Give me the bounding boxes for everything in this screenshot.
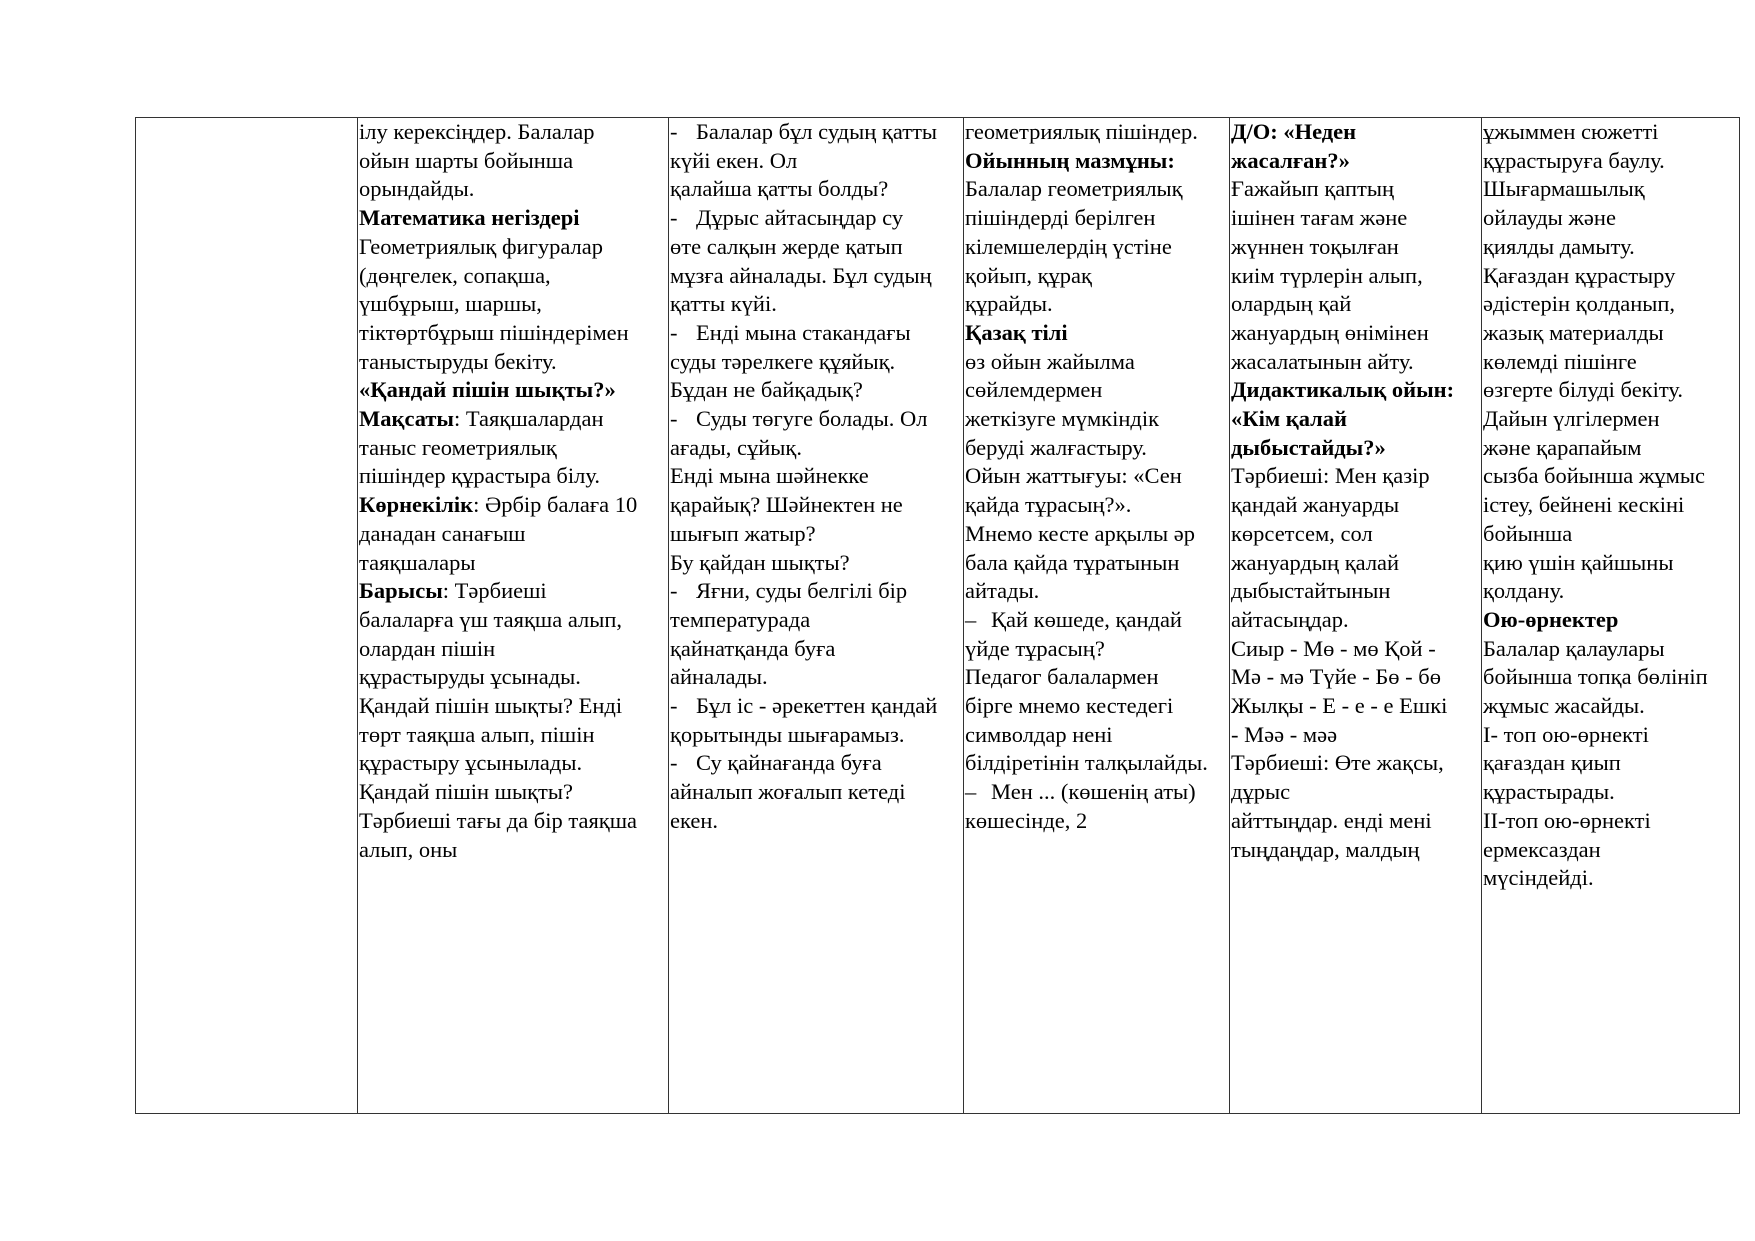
dash-marker: – xyxy=(965,606,977,632)
text-line xyxy=(1483,864,1739,893)
text-line xyxy=(965,549,1229,578)
lesson-plan-table xyxy=(135,117,1740,1114)
body-text: тыңдаңдар, малдың xyxy=(1231,836,1420,862)
body-text: сызба бойынша жұмыс xyxy=(1483,463,1706,489)
body-text: айналады. xyxy=(670,664,768,690)
body-text: және қарапайым xyxy=(1483,434,1642,460)
body-text: Су қайнағанда буға xyxy=(696,750,882,776)
dash-marker: - xyxy=(670,319,678,345)
heading-text: дыбыстайды?» xyxy=(1231,434,1386,460)
text-line xyxy=(359,319,668,348)
text-line xyxy=(1483,262,1739,291)
text-line xyxy=(1231,233,1481,262)
text-line xyxy=(965,491,1229,520)
text-line xyxy=(670,635,963,664)
body-text: Сиыр - Мө - мө Қой - xyxy=(1231,635,1436,661)
body-text: құрастыруды ұсынады. xyxy=(359,664,581,690)
text-line xyxy=(670,434,963,463)
text-line xyxy=(359,807,668,836)
body-text: Ғажайып қаптың xyxy=(1231,176,1395,202)
table-cell-col-3 xyxy=(669,118,964,1114)
text-line xyxy=(670,721,963,750)
text-line xyxy=(1231,147,1481,176)
text-line xyxy=(359,491,668,520)
heading-text: Д/О: «Неден xyxy=(1231,119,1357,144)
text-line xyxy=(670,405,963,434)
body-text: үйде тұрасың? xyxy=(965,635,1105,661)
text-line xyxy=(359,204,668,233)
body-text: көлемді пішінге xyxy=(1483,348,1637,374)
text-line xyxy=(1231,836,1481,865)
text-line xyxy=(359,635,668,664)
text-line xyxy=(1231,319,1481,348)
body-text: жануардың қалай xyxy=(1231,549,1400,575)
text-line xyxy=(1231,721,1481,750)
text-line xyxy=(965,606,1229,635)
text-line xyxy=(359,749,668,778)
body-text: Мен ... (көшенің аты) xyxy=(991,779,1196,805)
text-line xyxy=(1231,175,1481,204)
text-line xyxy=(359,663,668,692)
body-text: қию үшін қайшыны xyxy=(1483,549,1674,575)
body-text: Бұл іс - әрекеттен қандай xyxy=(696,693,938,719)
body-text: : Әрбір балаға 10 xyxy=(473,492,638,518)
body-text: құрайды. xyxy=(965,291,1053,317)
body-text: Балалар геометриялық xyxy=(965,176,1183,202)
body-text: құрастырады. xyxy=(1483,779,1615,805)
text-line xyxy=(1483,204,1739,233)
text-line xyxy=(1231,290,1481,319)
text-line xyxy=(670,491,963,520)
text-line xyxy=(965,577,1229,606)
body-text: Қағаздан құрастыру xyxy=(1483,262,1676,288)
body-text: : Таяқшалардан xyxy=(454,406,604,432)
text-line xyxy=(670,376,963,405)
text-line xyxy=(965,233,1229,262)
body-text: айтасыңдар. xyxy=(1231,606,1349,632)
body-text: Бұдан не байқадық? xyxy=(670,377,863,403)
body-text: қайнатқанда буға xyxy=(670,635,836,661)
body-text: Педагог балалармен xyxy=(965,664,1159,690)
text-line xyxy=(1483,491,1739,520)
body-text: шығып жатыр? xyxy=(670,520,816,546)
body-text: ойлауды және xyxy=(1483,205,1616,231)
text-line xyxy=(1231,778,1481,807)
text-line xyxy=(965,778,1229,807)
body-text: Енді мына шәйнекке xyxy=(670,463,869,489)
dash-marker: - xyxy=(670,693,678,719)
text-line xyxy=(965,319,1229,348)
text-line xyxy=(670,663,963,692)
body-text: орындайды. xyxy=(359,176,475,202)
body-text: қайда тұрасың?». xyxy=(965,492,1132,518)
body-text: дыбыстайтынын xyxy=(1231,578,1391,604)
text-line xyxy=(359,462,668,491)
body-text: Бу қайдан шықты? xyxy=(670,549,850,575)
text-line xyxy=(1483,147,1739,176)
text-line xyxy=(1231,520,1481,549)
text-line xyxy=(1231,434,1481,463)
text-line xyxy=(965,721,1229,750)
text-line xyxy=(965,175,1229,204)
text-line xyxy=(1231,549,1481,578)
body-text: жұмыс жасайды. xyxy=(1483,693,1645,719)
body-text: қатты күйі. xyxy=(670,291,777,317)
body-text: ішінен тағам және xyxy=(1231,205,1408,231)
body-text: символдар нені xyxy=(965,721,1113,747)
body-text: жеткізуге мүмкіндік xyxy=(965,406,1160,432)
body-text: өз ойын жайылма xyxy=(965,348,1135,374)
heading-text: «Қандай пішін шықты?» xyxy=(359,377,616,403)
body-text: ұжыммен сюжетті xyxy=(1483,119,1659,144)
text-line xyxy=(359,577,668,606)
heading-text: Ойынның мазмұны: xyxy=(965,147,1175,173)
body-text: үшбұрыш, шаршы, xyxy=(359,291,542,317)
body-text: бала қайда тұратынын xyxy=(965,549,1180,575)
text-line xyxy=(670,520,963,549)
text-line xyxy=(1483,290,1739,319)
text-line xyxy=(359,147,668,176)
text-line xyxy=(670,348,963,377)
body-text: пішіндер құрастыра білу. xyxy=(359,463,600,489)
body-text: Қандай пішін шықты? Енді xyxy=(359,693,623,719)
heading-text: жасалған?» xyxy=(1231,147,1350,173)
text-line xyxy=(359,175,668,204)
text-line xyxy=(359,348,668,377)
body-text: көшесінде, 2 xyxy=(965,807,1088,833)
body-text: беруді жалғастыру. xyxy=(965,434,1147,460)
body-text: Дайын үлгілермен xyxy=(1483,406,1660,432)
text-line xyxy=(1231,262,1481,291)
body-text: жануардың өнімінен xyxy=(1231,319,1429,345)
heading-text: Математика негіздері xyxy=(359,205,580,231)
body-text: Шығармашылық xyxy=(1483,176,1645,202)
body-text: суды тәрелкеге құяйық. xyxy=(670,348,896,374)
text-line xyxy=(965,749,1229,778)
table-cell-col-6 xyxy=(1482,118,1740,1114)
body-text: мүсіндейді. xyxy=(1483,865,1594,891)
body-text: қарайық? Шәйнектен не xyxy=(670,492,903,518)
text-line xyxy=(1483,549,1739,578)
text-line xyxy=(670,262,963,291)
text-line xyxy=(670,319,963,348)
text-line xyxy=(359,778,668,807)
body-text: қойып, құрақ xyxy=(965,262,1092,288)
heading-text: Қазақ тілі xyxy=(965,319,1068,345)
dash-marker: - xyxy=(670,406,678,432)
body-text: тіктөртбұрыш пішіндерімен xyxy=(359,319,629,345)
text-line xyxy=(1483,778,1739,807)
text-line xyxy=(1231,749,1481,778)
body-text: өзгерте білуді бекіту. xyxy=(1483,377,1684,403)
body-text: ағады, сұйық. xyxy=(670,434,802,460)
text-line xyxy=(1231,376,1481,405)
table-cell-col-2 xyxy=(358,118,669,1114)
heading-text: «Кім қалай xyxy=(1231,406,1348,432)
body-text: Енді мына стакандағы xyxy=(696,319,911,345)
body-text: ІІ-топ ою-өрнекті xyxy=(1483,807,1651,833)
text-line xyxy=(1483,606,1739,635)
text-line xyxy=(359,118,668,147)
text-line xyxy=(359,290,668,319)
body-text: Қандай пішін шықты? xyxy=(359,779,573,805)
body-text: ілу керексіңдер. Балалар xyxy=(359,119,595,144)
text-line xyxy=(1231,348,1481,377)
text-line xyxy=(965,434,1229,463)
body-text: олардың қай xyxy=(1231,291,1352,317)
body-text: құрастыруға баулу. xyxy=(1483,147,1665,173)
body-text: алып, оны xyxy=(359,836,458,862)
text-line xyxy=(359,836,668,865)
text-line xyxy=(1483,520,1739,549)
body-text: жазық материалды xyxy=(1483,319,1664,345)
dash-marker: - xyxy=(670,578,678,604)
text-line xyxy=(1483,577,1739,606)
text-line xyxy=(965,376,1229,405)
dash-marker: - xyxy=(670,119,678,144)
text-line xyxy=(670,233,963,262)
text-line xyxy=(1231,635,1481,664)
body-text: төрт таяқша алып, пішін xyxy=(359,721,595,747)
text-line xyxy=(1483,118,1739,147)
body-text: қолдану. xyxy=(1483,578,1565,604)
text-line xyxy=(1231,204,1481,233)
body-text: Қай көшеде, қандай xyxy=(991,606,1182,632)
body-text: қандай жануарды xyxy=(1231,492,1400,518)
body-text: Мнемо кесте арқылы әр xyxy=(965,520,1195,546)
text-line xyxy=(359,721,668,750)
text-line xyxy=(965,405,1229,434)
heading-text: Дидактикалық ойын: xyxy=(1231,377,1455,403)
body-text: қорытынды шығарамыз. xyxy=(670,721,905,747)
body-text: Тәрбиеші: Мен қазір xyxy=(1231,463,1430,489)
text-line xyxy=(965,118,1229,147)
dash-marker: – xyxy=(965,779,977,805)
body-text: мұзға айналады. Бұл судың xyxy=(670,262,932,288)
body-text: (дөңгелек, сопақша, xyxy=(359,262,551,288)
text-line xyxy=(670,204,963,233)
text-line xyxy=(359,434,668,463)
text-line xyxy=(359,376,668,405)
text-line xyxy=(965,204,1229,233)
body-text: айттыңдар. енді мені xyxy=(1231,807,1432,833)
table-cell-col-4 xyxy=(964,118,1230,1114)
heading-text: Ою-өрнектер xyxy=(1483,606,1619,632)
text-line xyxy=(670,807,963,836)
text-line xyxy=(1231,606,1481,635)
text-line xyxy=(1483,635,1739,664)
body-text: бойынша xyxy=(1483,520,1573,546)
body-text: температурада xyxy=(670,606,811,632)
body-text: геометриялық пішіндер. xyxy=(965,119,1198,144)
text-line xyxy=(965,692,1229,721)
text-line xyxy=(1483,405,1739,434)
table-cell-col-1 xyxy=(136,118,358,1114)
text-line xyxy=(1483,663,1739,692)
body-text: бірге мнемо кестедегі xyxy=(965,693,1174,719)
text-line xyxy=(1483,175,1739,204)
text-line xyxy=(1231,577,1481,606)
text-line xyxy=(670,749,963,778)
body-text: Дұрыс айтасыңдар су xyxy=(696,205,904,231)
dash-marker: - xyxy=(670,750,678,776)
body-text: құрастыру ұсынылады. xyxy=(359,750,583,776)
body-text: айналып жоғалып кетеді xyxy=(670,779,906,805)
text-line xyxy=(1231,462,1481,491)
body-text: істеу, бейнені кескіні xyxy=(1483,492,1685,518)
text-line xyxy=(1483,376,1739,405)
text-line xyxy=(1231,118,1481,147)
body-text: әдістерін қолданып, xyxy=(1483,291,1676,317)
body-text: пішіндерді берілген xyxy=(965,205,1156,231)
text-line xyxy=(359,549,668,578)
field-label: Барысы xyxy=(359,578,443,604)
text-line xyxy=(670,778,963,807)
text-line xyxy=(1483,233,1739,262)
body-text: ойын шарты бойынша xyxy=(359,147,574,173)
text-line xyxy=(1483,319,1739,348)
text-line xyxy=(359,606,668,635)
body-text: ермексаздан xyxy=(1483,836,1601,862)
body-text: киім түрлерін алып, xyxy=(1231,262,1423,288)
field-label: Мақсаты xyxy=(359,406,454,432)
body-text: қалайша қатты болды? xyxy=(670,176,889,202)
text-line xyxy=(965,348,1229,377)
body-text: таныс геометриялық xyxy=(359,434,557,460)
body-text: Суды төгуге болады. Ол xyxy=(696,406,928,432)
text-line xyxy=(1231,663,1481,692)
body-text: Тәрбиеші: Өте жақсы, xyxy=(1231,750,1444,776)
text-line xyxy=(1483,836,1739,865)
text-line xyxy=(670,175,963,204)
body-text: білдіретінін талқылайды. xyxy=(965,750,1208,776)
body-text: күйі екен. Ол xyxy=(670,147,798,173)
text-line xyxy=(1231,405,1481,434)
body-text: : Тәрбиеші xyxy=(442,578,547,604)
body-text: жасалатынын айту. xyxy=(1231,348,1414,374)
text-line xyxy=(670,147,963,176)
text-line xyxy=(1483,348,1739,377)
body-text: данадан санағыш xyxy=(359,520,526,546)
body-text: кілемшелердің үстіне xyxy=(965,233,1172,259)
body-text: балаларға үш таяқша алып, xyxy=(359,606,623,632)
body-text: Балалар қалаулары xyxy=(1483,635,1665,661)
body-text: өте салқын жерде қатып xyxy=(670,233,903,259)
body-text: жүннен тоқылған xyxy=(1231,233,1399,259)
body-text: Яғни, суды белгілі бір xyxy=(696,578,908,604)
body-text: - Мәә - мәә xyxy=(1231,721,1338,747)
field-label: Көрнекілік xyxy=(359,492,474,518)
text-line xyxy=(359,262,668,291)
text-line xyxy=(1483,434,1739,463)
text-line xyxy=(965,807,1229,836)
table-row xyxy=(136,118,1740,1114)
text-line xyxy=(1483,462,1739,491)
body-text: І- топ ою-өрнекті xyxy=(1483,721,1649,747)
body-text: таяқшалары xyxy=(359,549,476,575)
text-line xyxy=(670,118,963,147)
text-line xyxy=(1231,491,1481,520)
table-cell-col-5 xyxy=(1230,118,1482,1114)
text-line xyxy=(670,577,963,606)
text-line xyxy=(1483,807,1739,836)
body-text: Ойын жаттығуы: «Сен xyxy=(965,463,1182,489)
body-text: Мә - мә Түйе - Бө - бө xyxy=(1231,664,1441,690)
text-line xyxy=(965,290,1229,319)
body-text: айтады. xyxy=(965,578,1040,604)
body-text: дұрыс xyxy=(1231,779,1291,805)
text-line xyxy=(965,462,1229,491)
body-text: олардан пішін xyxy=(359,635,496,661)
text-line xyxy=(1231,807,1481,836)
body-text: екен. xyxy=(670,807,719,833)
text-line xyxy=(965,520,1229,549)
text-line xyxy=(359,233,668,262)
text-line xyxy=(670,606,963,635)
body-text: Тәрбиеші тағы да бір таяқша xyxy=(359,807,638,833)
dash-marker: - xyxy=(670,205,678,231)
text-line xyxy=(670,549,963,578)
text-line xyxy=(359,405,668,434)
body-text: көрсетсем, сол xyxy=(1231,520,1373,546)
text-line xyxy=(1483,749,1739,778)
text-line xyxy=(965,635,1229,664)
text-line xyxy=(1483,692,1739,721)
text-line xyxy=(670,290,963,319)
body-text: сөйлемдермен xyxy=(965,377,1103,403)
body-text: қиялды дамыту. xyxy=(1483,233,1635,259)
text-line xyxy=(1231,692,1481,721)
body-text: Геометриялық фигуралар xyxy=(359,233,603,259)
text-line xyxy=(965,262,1229,291)
body-text: бойынша топқа бөлініп xyxy=(1483,664,1708,690)
text-line xyxy=(1483,721,1739,750)
text-line xyxy=(965,663,1229,692)
body-text: Балалар бұл судың қатты xyxy=(696,119,938,144)
body-text: қағаздан қиып xyxy=(1483,750,1621,776)
body-text: Жылқы - Е - е - е Ешкі xyxy=(1231,693,1448,719)
text-line xyxy=(670,692,963,721)
text-line xyxy=(670,462,963,491)
body-text: таныстыруды бекіту. xyxy=(359,348,557,374)
text-line xyxy=(965,147,1229,176)
text-line xyxy=(359,520,668,549)
text-line xyxy=(359,692,668,721)
